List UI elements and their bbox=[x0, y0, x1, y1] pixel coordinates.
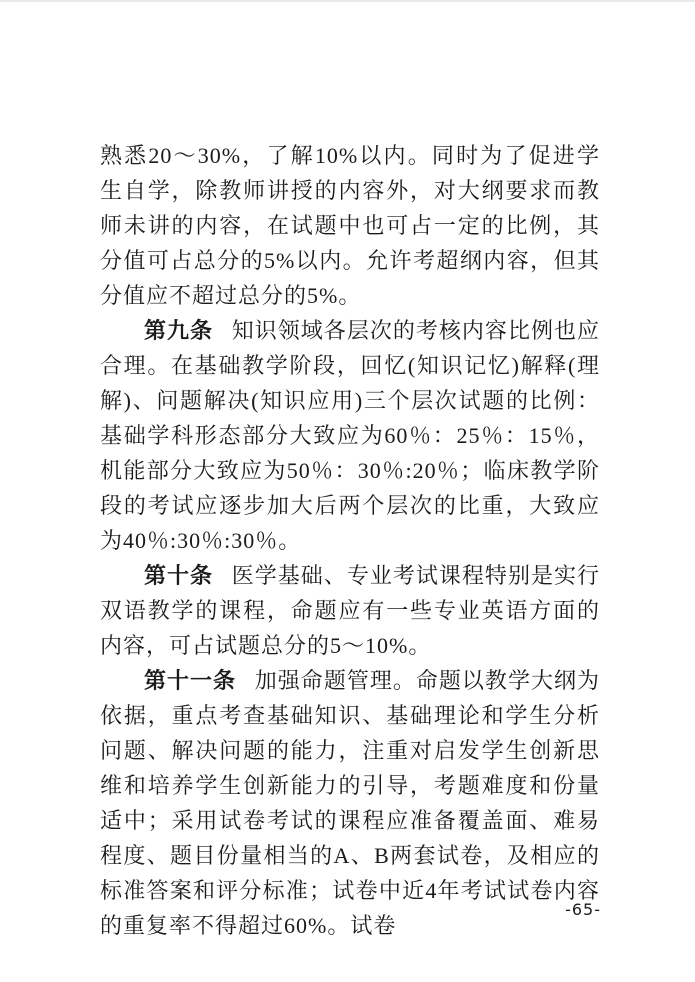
page-number: -65- bbox=[565, 900, 601, 919]
paragraph-article-9 bbox=[100, 313, 600, 558]
paragraph-text: 熟悉20～30%，了解10%以内。同时为了促进学生自学，除教师讲授的内容外，对大纲要求而教师未讲的内容，在试题中也可占一定的比例，其分值可占总分的5%以内。允许考超纲内容，但其分值应不超过总分的5%。 bbox=[100, 143, 600, 308]
paragraph-article-10 bbox=[100, 558, 600, 663]
paragraph-article-11 bbox=[100, 663, 600, 943]
article-11-heading: 第十一条 bbox=[144, 668, 237, 693]
paragraph-continuation bbox=[100, 138, 600, 313]
article-10-heading: 第十条 bbox=[144, 563, 214, 588]
document-body bbox=[100, 138, 600, 943]
paragraph-text: 加强命题管理。命题以教学大纲为依据，重点考查基础知识、基础理论和学生分析问题、解决问题的能力，注重对启发学生创新思维和培养学生创新能力的引导，考题难度和份量适中；采用试卷考试的课程应准备覆盖面、难易程度、题目份量相当的A、B两套试卷，及相应的标准答案和评分标准；试卷中近4年考试试卷内容的重复率不得超过60%。试卷 bbox=[100, 668, 600, 938]
article-9-heading: 第九条 bbox=[144, 318, 214, 343]
paragraph-text: 医学基础、专业考试课程特别是实行双语教学的课程，命题应有一些专业英语方面的内容，可占试题总分的5～10%。 bbox=[100, 563, 600, 658]
paragraph-text: 知识领域各层次的考核内容比例也应合理。在基础教学阶段，回忆(知识记忆)解释(理解)、问题解决(知识应用)三个层次试题的比例：基础学科形态部分大致应为60％：25％：15％，机能部分大致应为50％：30％:20％；临床教学阶段的考试应逐步加大后两个层次的比重，大致应为40％:30％:30％。 bbox=[100, 318, 600, 553]
